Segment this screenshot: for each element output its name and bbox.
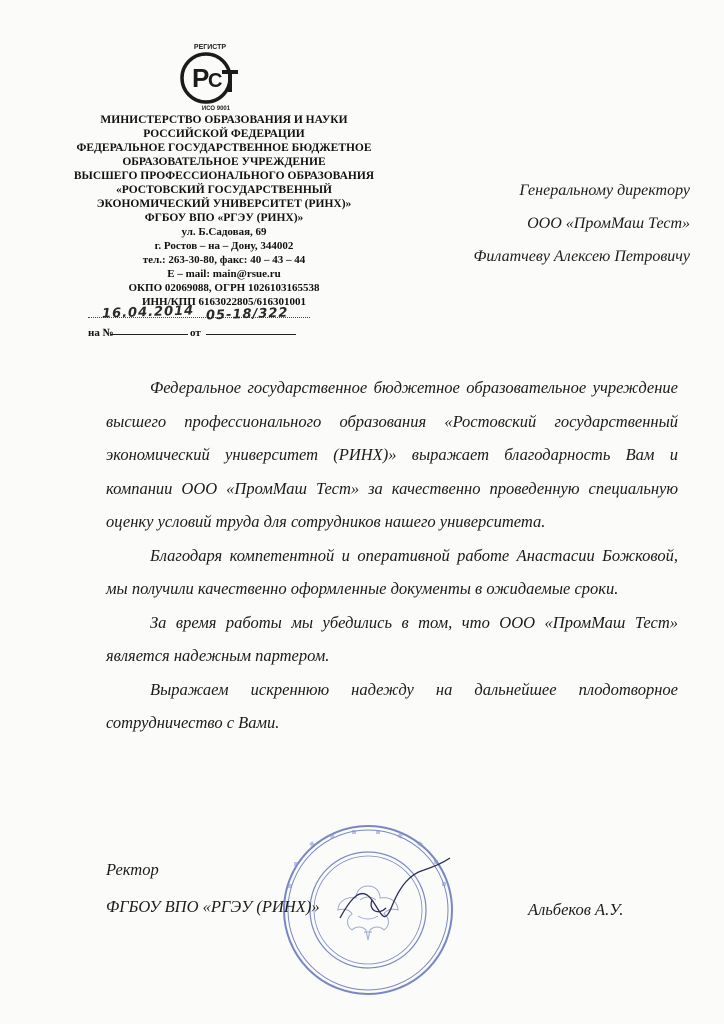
rst-certification-logo (170, 40, 250, 114)
logo-bottom-text: ИСО 9001 (201, 106, 231, 112)
reference-date-blank (206, 334, 296, 335)
addressee-block (420, 174, 690, 273)
logo-top-text: РЕГИСТР (193, 44, 227, 51)
signatory-name: Альбеков А.У. (528, 900, 624, 919)
handwritten-signature (332, 856, 452, 936)
handwritten-date: 16.04.2014 (101, 303, 195, 322)
email-line: E – mail: main@rsue.ru (167, 268, 281, 280)
letterhead-line: МИНИСТЕРСТВО ОБРАЗОВАНИЯ И НАУКИ (100, 114, 348, 126)
addressee-company: ООО «ПромМаш Тест» (527, 215, 690, 232)
letterhead-line: ЭКОНОМИЧЕСКИЙ УНИВЕРСИТЕТ (РИНХ)» (96, 198, 352, 210)
letterhead-line: ВЫСШЕГО ПРОФЕССИОНАЛЬНОГО ОБРАЗОВАНИЯ (73, 170, 375, 182)
letterhead-line: ФЕДЕРАЛЬНОЕ ГОСУДАРСТВЕННОЕ БЮДЖЕТНОЕ (76, 142, 372, 154)
registration-block (88, 303, 318, 339)
body-paragraph: Выражаем искреннюю надежду на дальнейшее плодотворное сотрудничество с Вами. (106, 679, 678, 732)
letter-body (106, 371, 678, 740)
body-paragraph: За время работы мы убедились в том, что ООО «ПромМаш Тест» является надежным партером. (106, 612, 678, 665)
addressee-position: Генеральному директору (519, 182, 690, 199)
addressee-name: Филатчеву Алексею Петровичу (473, 248, 690, 265)
phone-line: тел.: 263-30-80, факс: 40 – 43 – 44 (142, 254, 306, 266)
signatory-organization: ФГБОУ ВПО «РГЭУ (РИНХ)» (106, 897, 320, 916)
address-line: ул. Б.Садовая, 69 (181, 226, 267, 238)
body-paragraph: Федеральное государственное бюджетное образовательное учреждение высшего профессионального образования «Ростовский государственный экономический университет (РИНХ)» выражает благодарность Вам и компании ООО «ПромМаш Тест» за качественно проведенную специальную оценку условий труда для сотрудников нашего университета. (106, 378, 678, 531)
letterhead-line: «РОСТОВСКИЙ ГОСУДАРСТВЕННЫЙ (115, 184, 332, 196)
reference-number-blank (110, 334, 188, 335)
svg-text:Р: Р (192, 63, 210, 93)
okpo-line: ОКПО 02069088, ОГРН 1026103165538 (128, 282, 320, 294)
handwritten-number: 05-18/322 (205, 305, 289, 324)
letterhead (54, 113, 394, 309)
reference-number-label: на № (88, 327, 114, 339)
inn-line: ИНН/КПП 6163022805/616301001 (141, 296, 307, 308)
signatory-position: Ректор (106, 860, 159, 879)
letterhead-line: ФГБОУ ВПО «РГЭУ (РИНХ)» (144, 212, 304, 224)
letterhead-line: ОБРАЗОВАТЕЛЬНОЕ УЧРЕЖДЕНИЕ (122, 156, 326, 168)
address-line: г. Ростов – на – Дону, 344002 (154, 240, 294, 252)
body-paragraph: Благодаря компетентной и оперативной работе Анастасии Божковой, мы получили качественно оформленные документы в ожидаемые сроки. (106, 545, 678, 598)
svg-text:С: С (208, 70, 223, 92)
reference-date-label: от (190, 327, 201, 339)
letterhead-line: РОССИЙСКОЙ ФЕДЕРАЦИИ (143, 128, 305, 140)
